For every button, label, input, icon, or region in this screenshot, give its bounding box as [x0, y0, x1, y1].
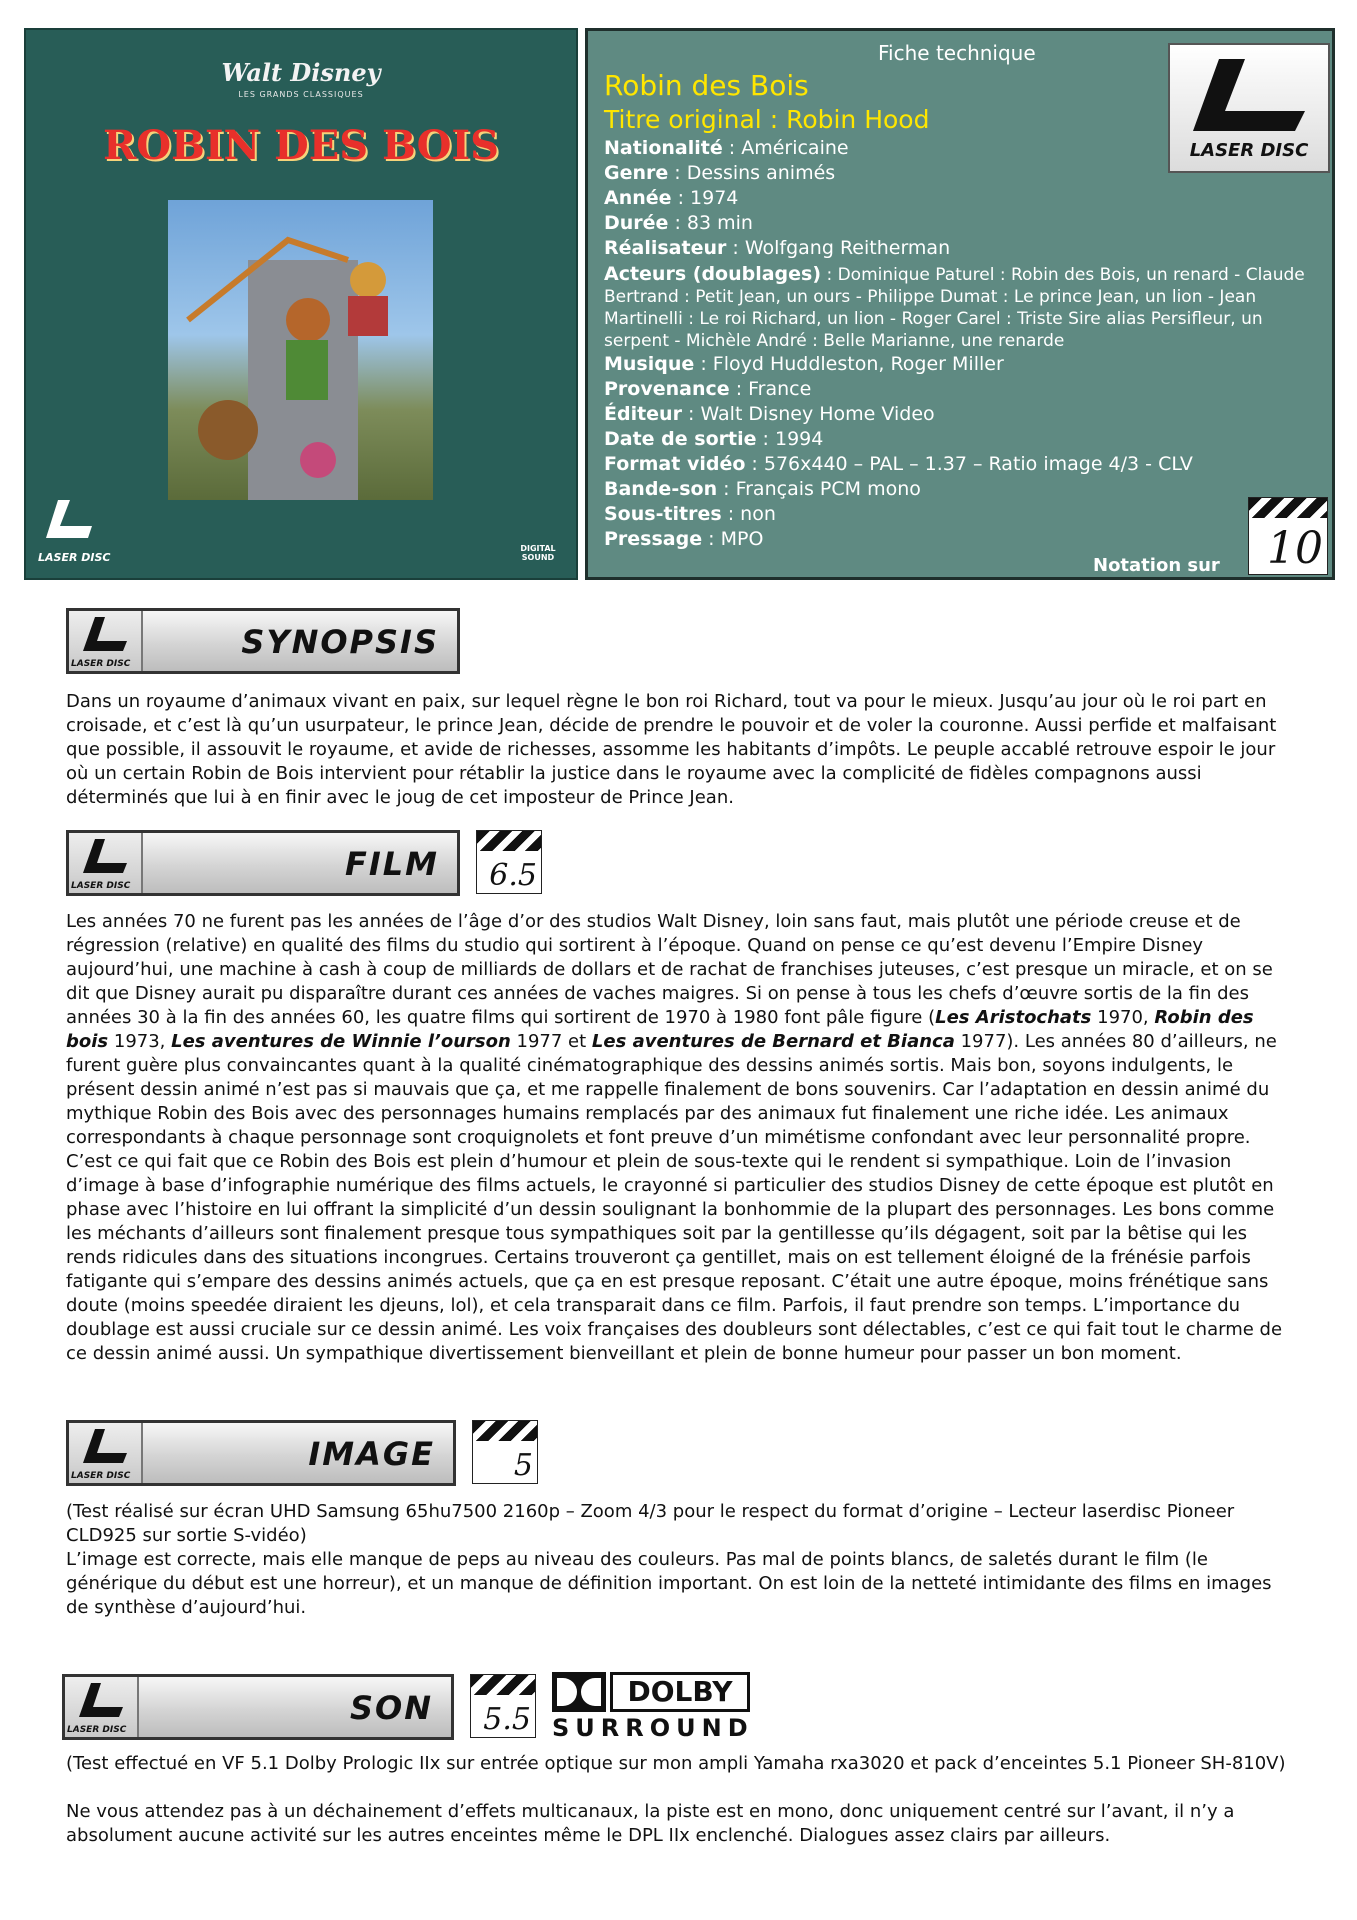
dolby-surround-text: SURROUND	[552, 1714, 754, 1742]
laserdisc-logo-icon	[81, 1427, 131, 1465]
image-banner	[66, 1420, 456, 1486]
laserdisc-logo-icon	[81, 615, 131, 653]
film-title: Robin des Bois	[604, 69, 809, 102]
cover-artwork	[168, 200, 433, 500]
spec-year: Année : 1974	[604, 187, 739, 209]
laserdisc-badge: LASER DISC	[69, 833, 143, 893]
spec-music: Musique : Floyd Huddleston, Roger Miller	[604, 353, 1004, 375]
film-banner	[66, 830, 460, 896]
film-score: 6.5	[489, 858, 537, 893]
laserdisc-badge: LASER DISC	[65, 1677, 139, 1737]
laserdisc-logo-icon	[1189, 55, 1309, 135]
characters-illustration	[168, 200, 433, 500]
image-text: L’image est correcte, mais elle manque de peps au niveau des couleurs. Pas mal de points blancs, de saletés durant le film (le générique du début est une horreur), et un manque de définition important. On est loin de la netteté intimidante des films en images de synthèse d’aujourd’hui.	[66, 1549, 1272, 1618]
spec-director: Réalisateur : Wolfgang Reitherman	[604, 237, 951, 259]
tech-header: Fiche technique	[878, 41, 1036, 65]
laserdisc-badge: LASER DISC	[69, 611, 143, 671]
spec-duration: Durée : 83 min	[604, 212, 753, 234]
synopsis-label: SYNOPSIS	[241, 623, 439, 661]
image-score: 5	[513, 1448, 533, 1483]
spec-release-date: Date de sortie : 1994	[604, 428, 824, 450]
spec-cast: Acteurs (doublages) : Dominique Paturel : Robin des Bois, un renard - Claude Bertrand : Petit Jean, un ours - Philippe Dumat : Le prince Jean, un lion - Jean Martinelli : Le roi Richard, un lion - Roger Carel : Triste Sire alias Persifleur, un serpent - Michèle André : Belle Marianne, une renarde	[604, 263, 1305, 351]
synopsis-text: Dans un royaume d’animaux vivant en paix, sur lequel règne le bon roi Richard, tout va pour le mieux. Jusqu’au jour où le roi part en croisade, et c’est là qu’un usurpateur, le prince Jean, décide de prendre le pouvoir et de voler la couronne. Aussi perfide et malfaisant que possible, il assouvit le royaume, et avide de richesses, assomme les habitants d’impôts. Le peuple accablé retrouve espoir le jour où un certain Robin de Bois intervient pour rétablir la justice dans le royaume avec la complicité de fidèles compagnons aussi déterminés que lui à en finir avec le joug de cet imposteur de Prince Jean.	[66, 691, 1277, 808]
sound-banner	[62, 1674, 454, 1740]
overall-score: 10	[1267, 523, 1323, 574]
sound-label: SON	[349, 1689, 433, 1727]
image-score-clapper	[472, 1420, 538, 1484]
spec-subtitles: Sous-titres : non	[604, 503, 776, 525]
spec-nationality: Nationalité : Américaine	[604, 137, 849, 159]
spec-video-format: Format vidéo : 576x440 – PAL – 1.37 – Ratio image 4/3 - CLV	[604, 453, 1193, 475]
sound-text: Ne vous attendez pas à un déchainement d’effets multicanaux, la piste est en mono, donc uniquement centré sur l’avant, il n’y a absolument aucune activité sur les autres enceintes même le DPL IIx enclenché. Dialogues assez clairs par ailleurs.	[66, 1801, 1235, 1846]
laserdisc-logo-icon	[77, 1681, 127, 1719]
laserdisc-logo	[1168, 43, 1330, 173]
spec-pressing: Pressage : MPO	[604, 528, 764, 550]
cover-laserdisc-text: LASER DISC	[38, 551, 111, 564]
sound-test-setup: (Test effectué en VF 5.1 Dolby Prologic IIx sur entrée optique sur mon ampli Yamaha rxa3020 et pack d’enceintes 5.1 Pioneer SH-810V)	[66, 1753, 1286, 1774]
spec-publisher: Éditeur : Walt Disney Home Video	[604, 403, 935, 425]
laserdisc-logo-text: LASER DISC	[1189, 140, 1309, 161]
spec-soundtrack: Bande-son : Français PCM mono	[604, 478, 921, 500]
film-score-clapper	[476, 830, 542, 894]
dolby-surround-logo	[552, 1672, 762, 1742]
film-text: Les années 70 ne furent pas les années de l’âge d’or des studios Walt Disney, loin sans faut, mais plutôt une période creuse et de régression (relative) en qualité des films du studio qui sortirent à l’époque. Quand on pense ce qu’est devenu l’Empire Disney aujourd’hui, une machine à cash à coup de milliards de dollars et de rachat de franchises juteuses, c’est presque un miracle, et on se dit que Disney aurait pu disparaître durant ces années de vaches maigres. Si on pense à tous les chefs d’œuvre sortis de la fin des années 30 à la fin des années 60, les quatre films qui sortirent de 1970 à 1980 font pâle figure (Les Aristochats 1970, Robin des bois 1973, Les aventures de Winnie l’ourson 1977 et Les aventures de Bernard et Bianca 1977). Les années 80 d’ailleurs, ne furent guère plus convaincantes quant à la qualité cinématographique des dessins animés sortis. Mais bon, soyons indulgents, le présent dessin animé n’est pas si mauvais que ça, et me rappelle finalement de bons souvenirs. Car l’adaptation en dessin animé du mythique Robin des Bois avec des personnages humains remplacés par des animaux fut finalement une riche idée. Les animaux correspondants à chaque personnage sont croquignolets et font preuve d’un mimétisme confondant avec leur personnalité propre. C’est ce qui fait que ce Robin des Bois est plein d’humour et plein de sous-texte qui le rendent si sympathique. Loin de l’invasion d’image à base d’infographie numérique des films actuels, le crayonné si particulier des studios Disney de cette époque est plutôt en phase avec l’histoire en lui offrant la simplicité d’un dessin soulignant la bonhommie de la plupart des personnages. Les bons comme les méchants d’ailleurs sont finalement presque tous sympathiques soit par la gentillesse qu’ils dégagent, soit par la bêtise qui les rends ridicules dans des situations incongrues. Certains trouveront ça gentillet, mais on est tellement éloigné de la frénésie parfois fatigante qui s’empare des dessins animés actuels, que ça en est presque reposant. C’était une autre époque, moins frénétique sans doute (moins speedée diraient les djeuns, lol), et cela transparait dans ce film. Parfois, il faut prendre son temps. L’importance du doublage est aussi cruciale sur ce dessin animé. Les voix françaises des doubleurs sont délectables, c’est ce qui fait tout le charme de ce dessin animé aussi. Un sympathique divertissement bienveillant et plein de bonne humeur pour passer un bon moment.	[66, 911, 1283, 1364]
laserdisc-logo-icon	[81, 837, 131, 875]
image-label: IMAGE	[308, 1435, 435, 1473]
spec-genre: Genre : Dessins animés	[604, 162, 836, 184]
film-label: FILM	[345, 845, 439, 883]
laserdisc-badge: LASER DISC	[69, 1423, 143, 1483]
laserdisc-cover	[24, 28, 578, 580]
sound-score-clapper	[470, 1674, 536, 1738]
digital-sound-badge: DIGITAL SOUND	[520, 544, 556, 562]
original-title: Titre original : Robin Hood	[604, 105, 930, 134]
cover-title: ROBIN DES BOIS	[102, 122, 500, 169]
technical-sheet	[585, 28, 1335, 580]
overall-score-clapper	[1248, 497, 1328, 575]
cover-brand-subtitle: LES GRANDS CLASSIQUES	[238, 90, 364, 99]
cover-brand: Walt Disney	[221, 58, 381, 87]
notation-label: Notation sur	[1093, 555, 1220, 576]
image-test-setup: (Test réalisé sur écran UHD Samsung 65hu7500 2160p – Zoom 4/3 pour le respect du format d’origine – Lecteur laserdisc Pioneer CLD925 sur sortie S-vidéo)	[66, 1501, 1235, 1546]
spec-origin: Provenance : France	[604, 378, 812, 400]
laserdisc-logo-icon	[42, 496, 102, 544]
dolby-word: DOLBY	[610, 1672, 750, 1712]
synopsis-banner	[66, 608, 460, 674]
dolby-double-d-icon	[552, 1672, 606, 1712]
sound-score: 5.5	[483, 1702, 531, 1737]
